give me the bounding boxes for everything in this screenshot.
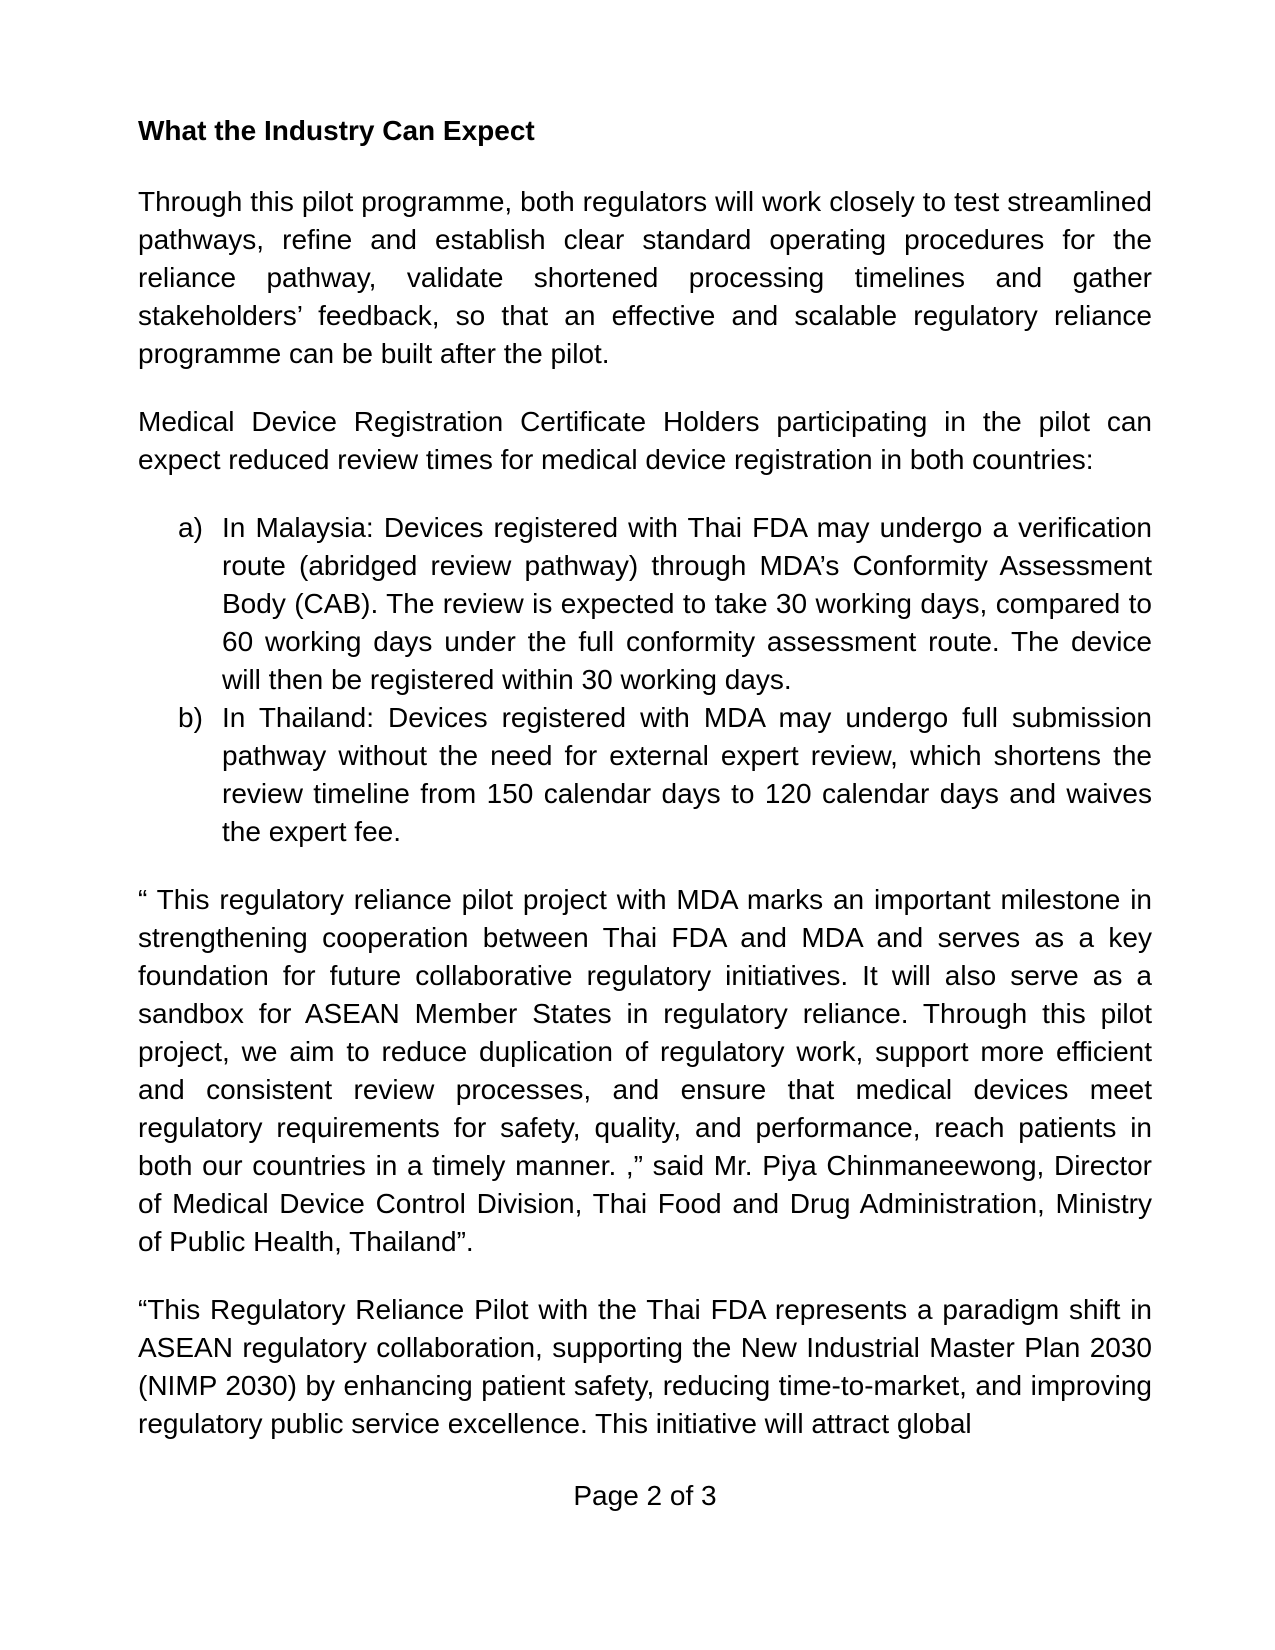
list-item-text: In Thailand: Devices registered with MDA may undergo full submission pathway without the need for external expert review, which shortens the review timeline from 150 calendar days to 120 calendar days and waives the expert fee. bbox=[222, 702, 1152, 847]
list-item-malaysia bbox=[138, 509, 1152, 699]
paragraph-expectation: Medical Device Registration Certificate Holders participating in the pilot can expect reduced review times for medical device registration in both countries: bbox=[138, 406, 1152, 475]
list-marker-b: b) bbox=[178, 702, 203, 733]
list-marker-a: a) bbox=[178, 512, 203, 543]
list-item-text: In Malaysia: Devices registered with Thai FDA may undergo a verification route (abridged review pathway) through MDA’s Conformity Assessment Body (CAB). The review is expected to take 30 working days, compared to 60 working days under the full conformity assessment route. The device will then be registered within 30 working days. bbox=[222, 512, 1152, 695]
lettered-list bbox=[138, 509, 1152, 851]
paragraph-quote-thai-fda: “ This regulatory reliance pilot project with MDA marks an important milestone in strengthening cooperation between Thai FDA and MDA and serves as a key foundation for future collaborative regulatory initiatives. It will also serve as a sandbox for ASEAN Member States in regulatory reliance. Through this pilot project, we aim to reduce duplication of regulatory work, support more efficient and consistent review processes, and ensure that medical devices meet regulatory requirements for safety, quality, and performance, reach patients in both our countries in a timely manner. ,” said Mr. Piya Chinmaneewong, Director of Medical Device Control Division, Thai Food and Drug Administration, Ministry of Public Health, Thailand”. bbox=[138, 884, 1152, 1257]
paragraph-intro: Through this pilot programme, both regulators will work closely to test streamlined pathways, refine and establish clear standard operating procedures for the reliance pathway, validate shortened processing timelines and gather stakeholders’ feedback, so that an effective and scalable regulatory reliance programme can be built after the pilot. bbox=[138, 186, 1152, 369]
page-number: Page 2 of 3 bbox=[573, 1480, 717, 1511]
list-item-thailand bbox=[138, 699, 1152, 851]
paragraph-quote-mda: “This Regulatory Reliance Pilot with the Thai FDA represents a paradigm shift in ASEAN regulatory collaboration, supporting the New Industrial Master Plan 2030 (NIMP 2030) by enhancing patient safety, reducing time-to-market, and improving regulatory public service excellence. This initiative will attract global bbox=[138, 1294, 1152, 1439]
section-heading: What the Industry Can Expect bbox=[138, 115, 535, 146]
